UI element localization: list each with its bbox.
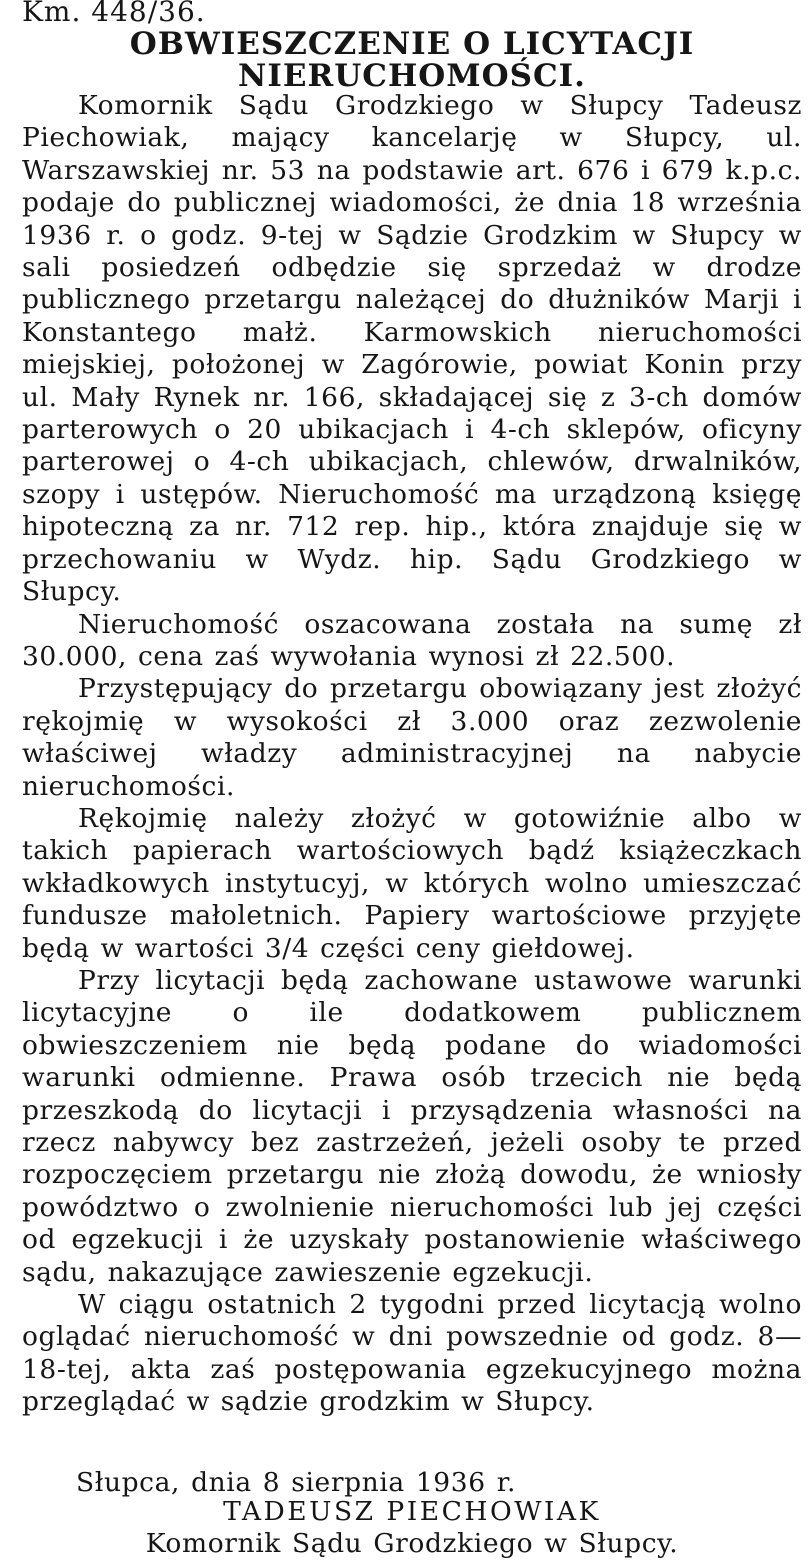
- notice-title: [22, 28, 802, 92]
- place-and-date: Słupca, dnia 8 sierpnia 1936 r.: [76, 1467, 517, 1498]
- notice-title-line-2: NIERUCHOMOŚCI.: [238, 58, 586, 94]
- paragraph-valuation: Nieruchomość oszacowana została na sumę zł 30.000, cena zaś wywołania wynosi zł 22.500.: [22, 608, 802, 672]
- notice-body: [22, 90, 802, 1419]
- signature-name: TADEUSZ PIECHOWIAK: [223, 1496, 601, 1527]
- paragraph-inspection: W ciągu ostatnich 2 tygodni przed licytacją wolno oglądać nieruchomość w dni powszednie od godz. 8—18-tej, akta zaś postępowania egzekucyjnego można przeglądać w sądzie grodzkim w Słupcy.: [22, 1289, 802, 1418]
- paragraph-auction-details: Komornik Sądu Grodzkiego w Słupcy Tadeusz Piechowiak, mający kancelarję w Słupcy, ul. Warszawskiej nr. 53 na podstawie art. 676 i 679 k.p.c. podaje do publicznej wiadomości, że dnia 18 września 1936 r. o godz. 9-tej w Sądzie Grodzkim w Słupcy w sali posiedzeń odbędzie się sprzedaż w drodze publicznego przetargu należącej do dłużników Marji i Konstantego małż. Karmowskich nieruchomości miejskiej, położonej w Zagórowie, powiat Konin przy ul. Mały Rynek nr. 166, składającej się z 3-ch domów parterowych o 20 ubikacjach i 4-ch sklepów, oficyny parterowej o 4-ch ubikacjach, chlewów, drwalników, szopy i ustępów. Nieruchomość ma urządzoną księgę hipoteczną za nr. 712 rep. hip., która znajduje się w przechowaniu w Wydz. hip. Sądu Grodzkiego w Słupcy.: [22, 90, 802, 608]
- paragraph-deposit: Przystępujący do przetargu obowiązany jest złożyć rękojmię w wysokości zł 3.000 oraz zezwolenie właściwej władzy administracyjnej na nabycie nieruchomości.: [22, 673, 802, 802]
- signature-role: Komornik Sądu Grodzkiego w Słupcy.: [145, 1528, 679, 1559]
- case-number: Km. 448/36.: [22, 0, 206, 28]
- paragraph-deposit-form: Rękojmię należy złożyć w gotowiźnie albo w takich papierach wartościowych bądź książeczkach wkładkowych instytucyj, w których wolno umieszczać fundusze małoletnich. Papiery wartościowe przyjęte będą w wartości 3/4 części ceny giełdowej.: [22, 802, 802, 964]
- paragraph-conditions: Przy licytacji będą zachowane ustawowe warunki licytacyjne o ile dodatkowem publicznem obwieszczeniem nie będą podane do wiadomości warunki odmienne. Prawa osób trzecich nie będą przeszkodą do licytacji i przysądzenia własności na rzecz nabywcy bez zastrzeżeń, jeżeli osoby te przed rozpoczęciem przetargu nie złożą dowodu, że wniosły powództwo o zwolnienie nieruchomości lub jej części od egzekucji i że uzyskały postanowienie właściwego sądu, nakazujące zawieszenie egzekucji.: [22, 964, 802, 1288]
- notice-title-line-1: OBWIESZCZENIE O LICYTACJI: [129, 26, 695, 62]
